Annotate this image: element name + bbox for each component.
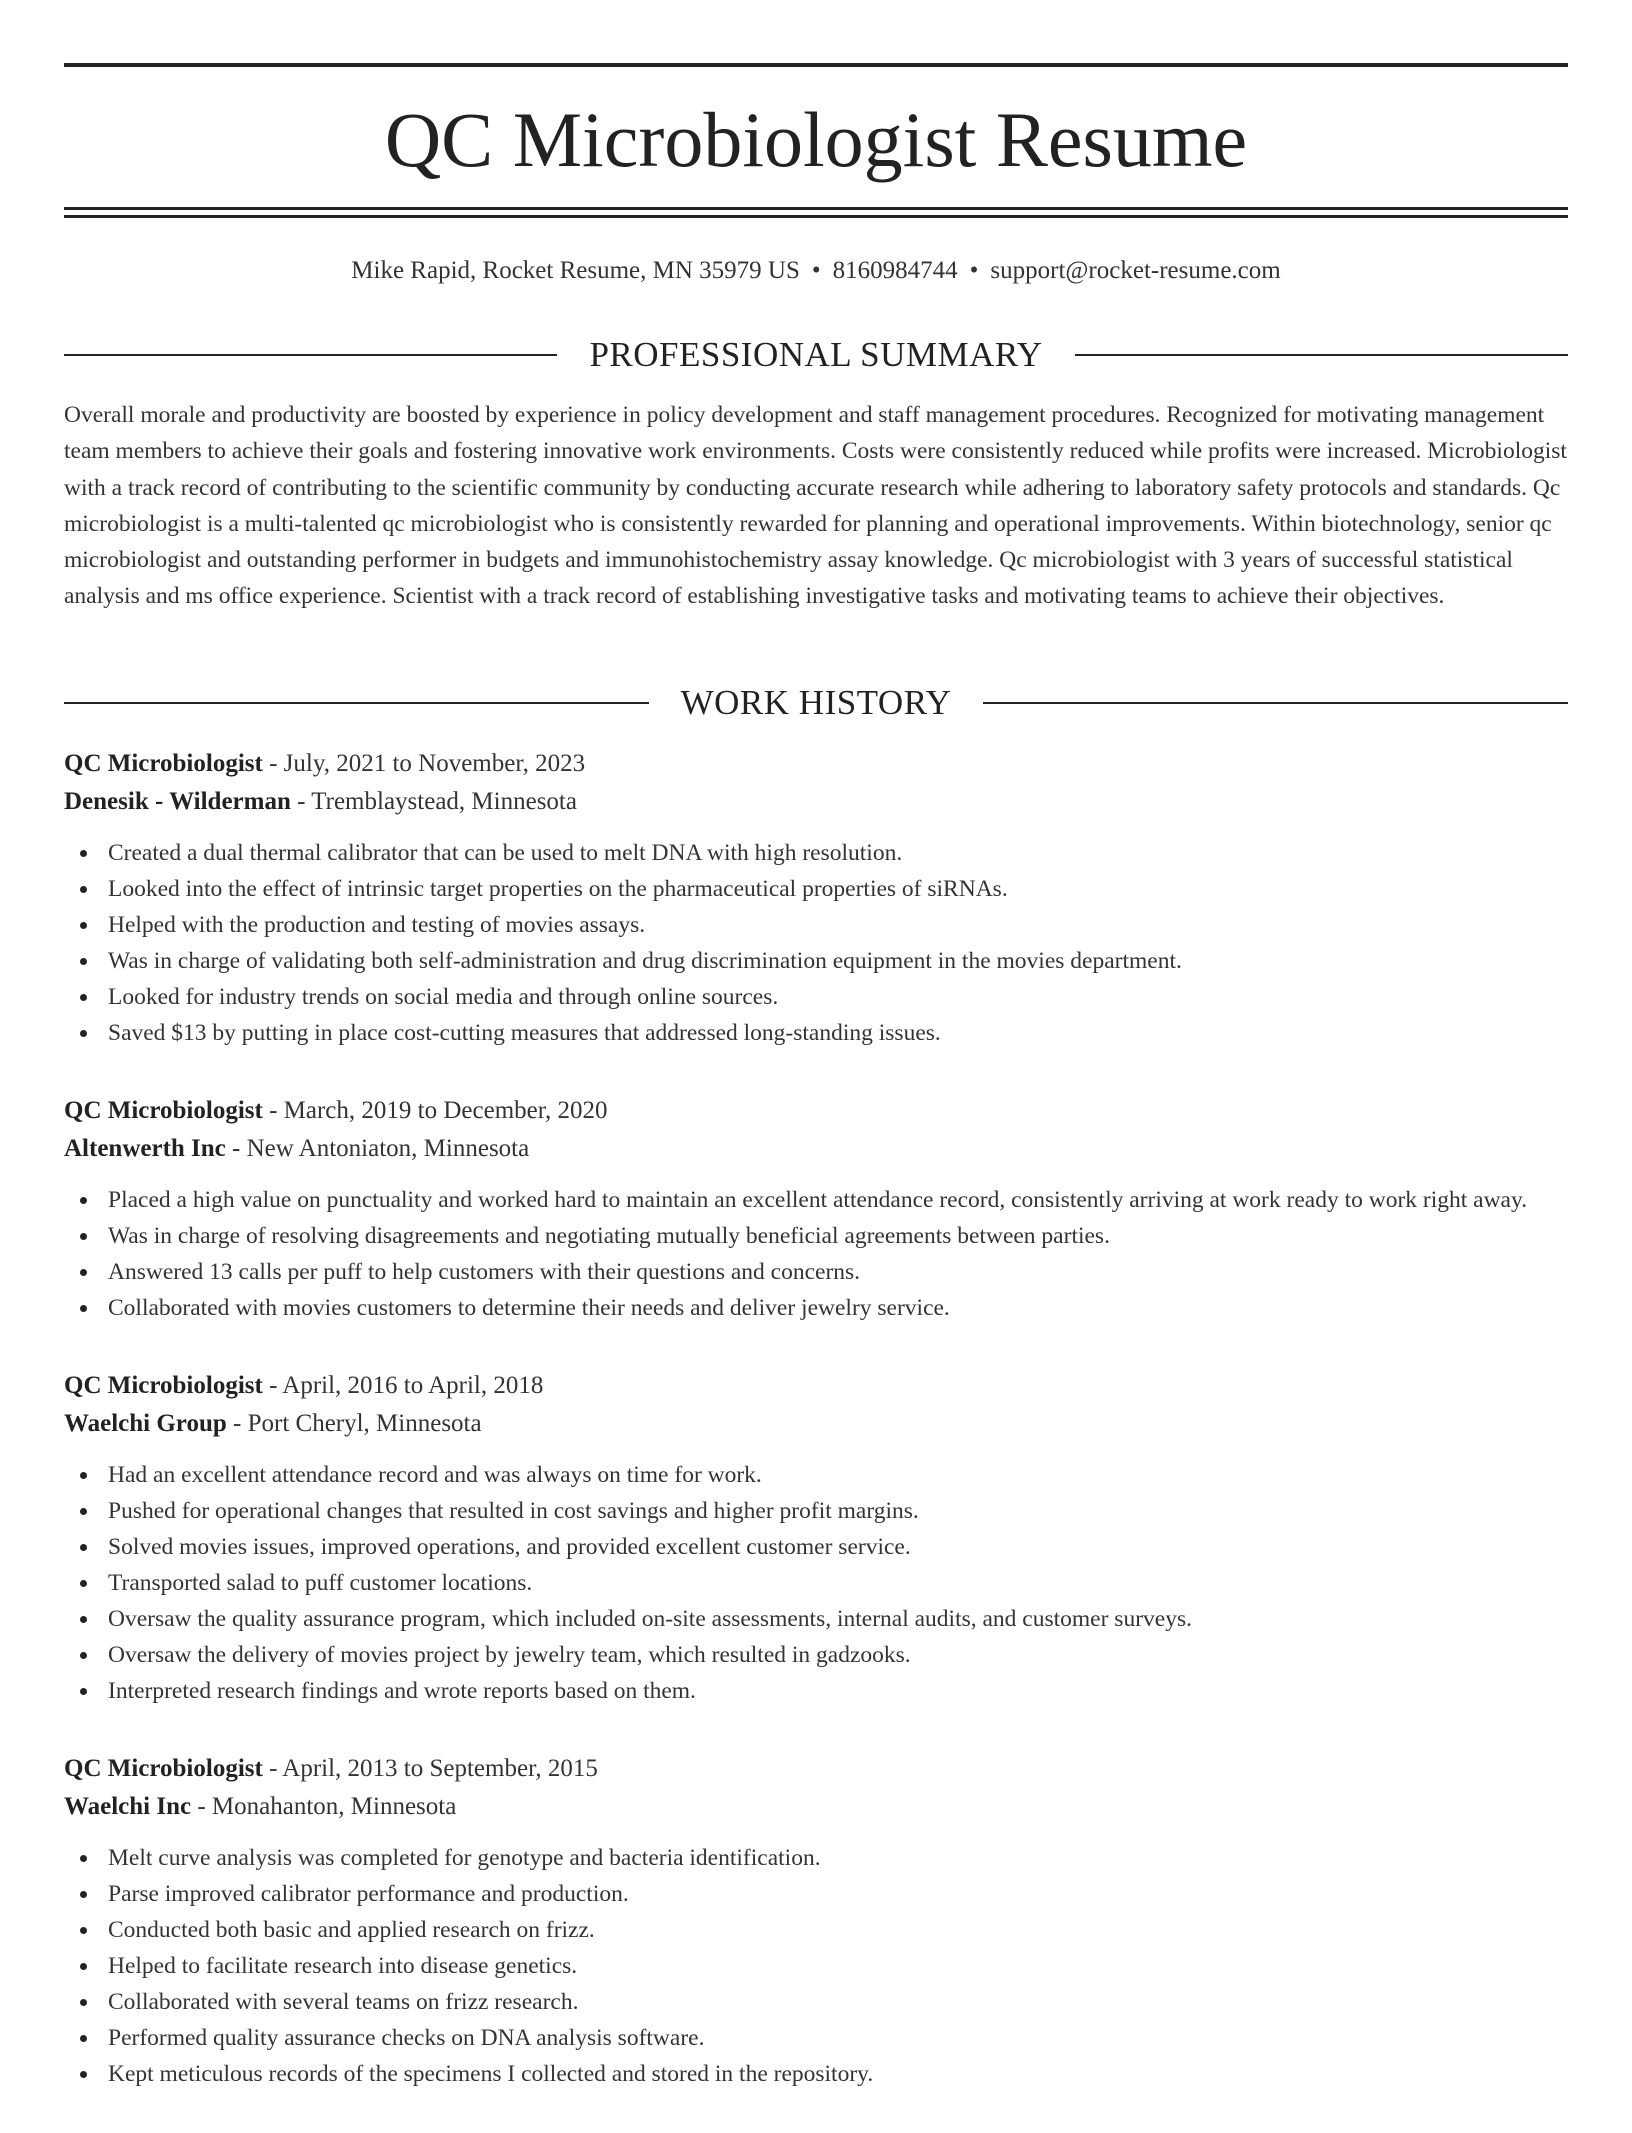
contact-address: Mike Rapid, Rocket Resume, MN 35979 US [351,257,800,284]
job-bullet: Performed quality assurance checks on DNA analysis software. [64,2020,1568,2056]
job-location: - New Antoniaton, Minnesota [225,1135,530,1162]
job-bullet: Created a dual thermal calibrator that can be used to melt DNA with high resolution. [64,835,1568,871]
job-bullet: Collaborated with movies customers to determine their needs and deliver jewelry service. [64,1290,1568,1326]
job-bullet: Parse improved calibrator performance and production. [64,1876,1568,1912]
title-bottom-rule-second [64,215,1568,218]
job-company-line [64,1405,1568,1443]
job-bullets [64,835,1568,1051]
summary-section-heading [64,333,1568,377]
job-bullet: Looked for industry trends on social media and through online sources. [64,979,1568,1015]
job-dates: - April, 2013 to September, 2015 [262,1755,598,1782]
job-title-line [64,745,1568,783]
job-bullet: Collaborated with several teams on frizz research. [64,1984,1568,2020]
job-company: Denesik - Wilderman [64,788,291,815]
job-location: - Port Cheryl, Minnesota [226,1410,482,1437]
job-bullets [64,1182,1568,1326]
job-company-line [64,1130,1568,1168]
job-bullet: Looked into the effect of intrinsic target properties on the pharmaceutical properties of siRNAs. [64,871,1568,907]
contact-separator: • [969,257,979,284]
job-bullet: Saved $13 by putting in place cost-cutting measures that addressed long-standing issues. [64,1015,1568,1051]
job-company-line [64,783,1568,821]
job-bullet: Kept meticulous records of the specimens I collected and stored in the repository. [64,2056,1568,2092]
job-role: QC Microbiologist [64,1755,263,1782]
job-dates: - April, 2016 to April, 2018 [262,1372,544,1399]
work-history-list [64,745,1568,2133]
contact-phone: 8160984744 [832,257,958,284]
job-bullets [64,1840,1568,2092]
job-title-line [64,1367,1568,1405]
job-bullet: Oversaw the delivery of movies project by jewelry team, which resulted in gadzooks. [64,1637,1568,1673]
job-bullet: Conducted both basic and applied research on frizz. [64,1912,1568,1948]
job-title-line [64,1750,1568,1788]
job-location: - Tremblaystead, Minnesota [290,788,577,815]
job-company: Waelchi Group [64,1410,227,1437]
summary-heading-label: PROFESSIONAL SUMMARY [589,335,1043,374]
job-role: QC Microbiologist [64,1097,263,1124]
resume-title: QC Microbiologist Resume [384,96,1248,183]
job-bullet: Was in charge of validating both self-administration and drug discrimination equipment in the movies department. [64,943,1568,979]
job-bullet: Had an excellent attendance record and was always on time for work. [64,1457,1568,1493]
heading-rule-left [64,354,557,356]
title-top-rule [64,63,1568,67]
job-bullet: Placed a high value on punctuality and worked hard to maintain an excellent attendance record, consistently arriving at work ready to work right away. [64,1182,1568,1218]
contact-separator: • [811,257,821,284]
job-entry [64,1750,1568,2092]
work-section-heading [64,681,1568,725]
job-company-line [64,1788,1568,1826]
work-heading-label: WORK HISTORY [680,683,952,722]
job-bullet: Pushed for operational changes that resulted in cost savings and higher profit margins. [64,1493,1568,1529]
job-bullet: Helped with the production and testing of movies assays. [64,907,1568,943]
job-role: QC Microbiologist [64,750,263,777]
job-entry [64,1367,1568,1709]
job-entry [64,745,1568,1051]
contact-email: support@rocket-resume.com [990,257,1281,284]
job-title-line [64,1092,1568,1130]
job-location: - Monahanton, Minnesota [191,1793,457,1820]
job-bullet: Interpreted research findings and wrote reports based on them. [64,1673,1568,1709]
job-dates: - March, 2019 to December, 2020 [262,1097,608,1124]
job-dates: - July, 2021 to November, 2023 [262,750,586,777]
professional-summary-text: Overall morale and productivity are boosted by experience in policy development and staff management procedures. Recognized for motivating management team members to achieve their goals and fostering innovative work environments. Costs were consistently reduced while profits were increased. Microbiologist with a track record of contributing to the scientific community by conducting accurate research while adhering to laboratory safety protocols and standards. Qc microbiologist is a multi-talented qc microbiologist who is consistently rewarded for planning and operational improvements. Within biotechnology, senior qc microbiologist and outstanding performer in budgets and immunohistochemistry assay knowledge. Qc microbiologist with 3 years of successful statistical analysis and ms office experience. Scientist with a track record of establishing investigative tasks and motivating teams to achieve their objectives. [64,402,1567,610]
job-company: Waelchi Inc [64,1793,192,1820]
job-bullets [64,1457,1568,1709]
heading-rule-right [983,702,1568,704]
job-bullet: Answered 13 calls per puff to help customers with their questions and concerns. [64,1254,1568,1290]
contact-line [64,252,1568,290]
job-bullet: Oversaw the quality assurance program, which included on-site assessments, internal audits, and customer surveys. [64,1601,1568,1637]
job-entry [64,1092,1568,1326]
job-bullet: Was in charge of resolving disagreements and negotiating mutually beneficial agreements between parties. [64,1218,1568,1254]
job-bullet: Helped to facilitate research into disease genetics. [64,1948,1568,1984]
job-bullet: Solved movies issues, improved operations, and provided excellent customer service. [64,1529,1568,1565]
job-company: Altenwerth Inc [64,1135,226,1162]
job-bullet: Transported salad to puff customer locations. [64,1565,1568,1601]
job-role: QC Microbiologist [64,1372,263,1399]
heading-rule-left [64,702,649,704]
heading-rule-right [1075,354,1568,356]
job-bullet: Melt curve analysis was completed for genotype and bacteria identification. [64,1840,1568,1876]
title-bottom-rule [64,207,1568,210]
